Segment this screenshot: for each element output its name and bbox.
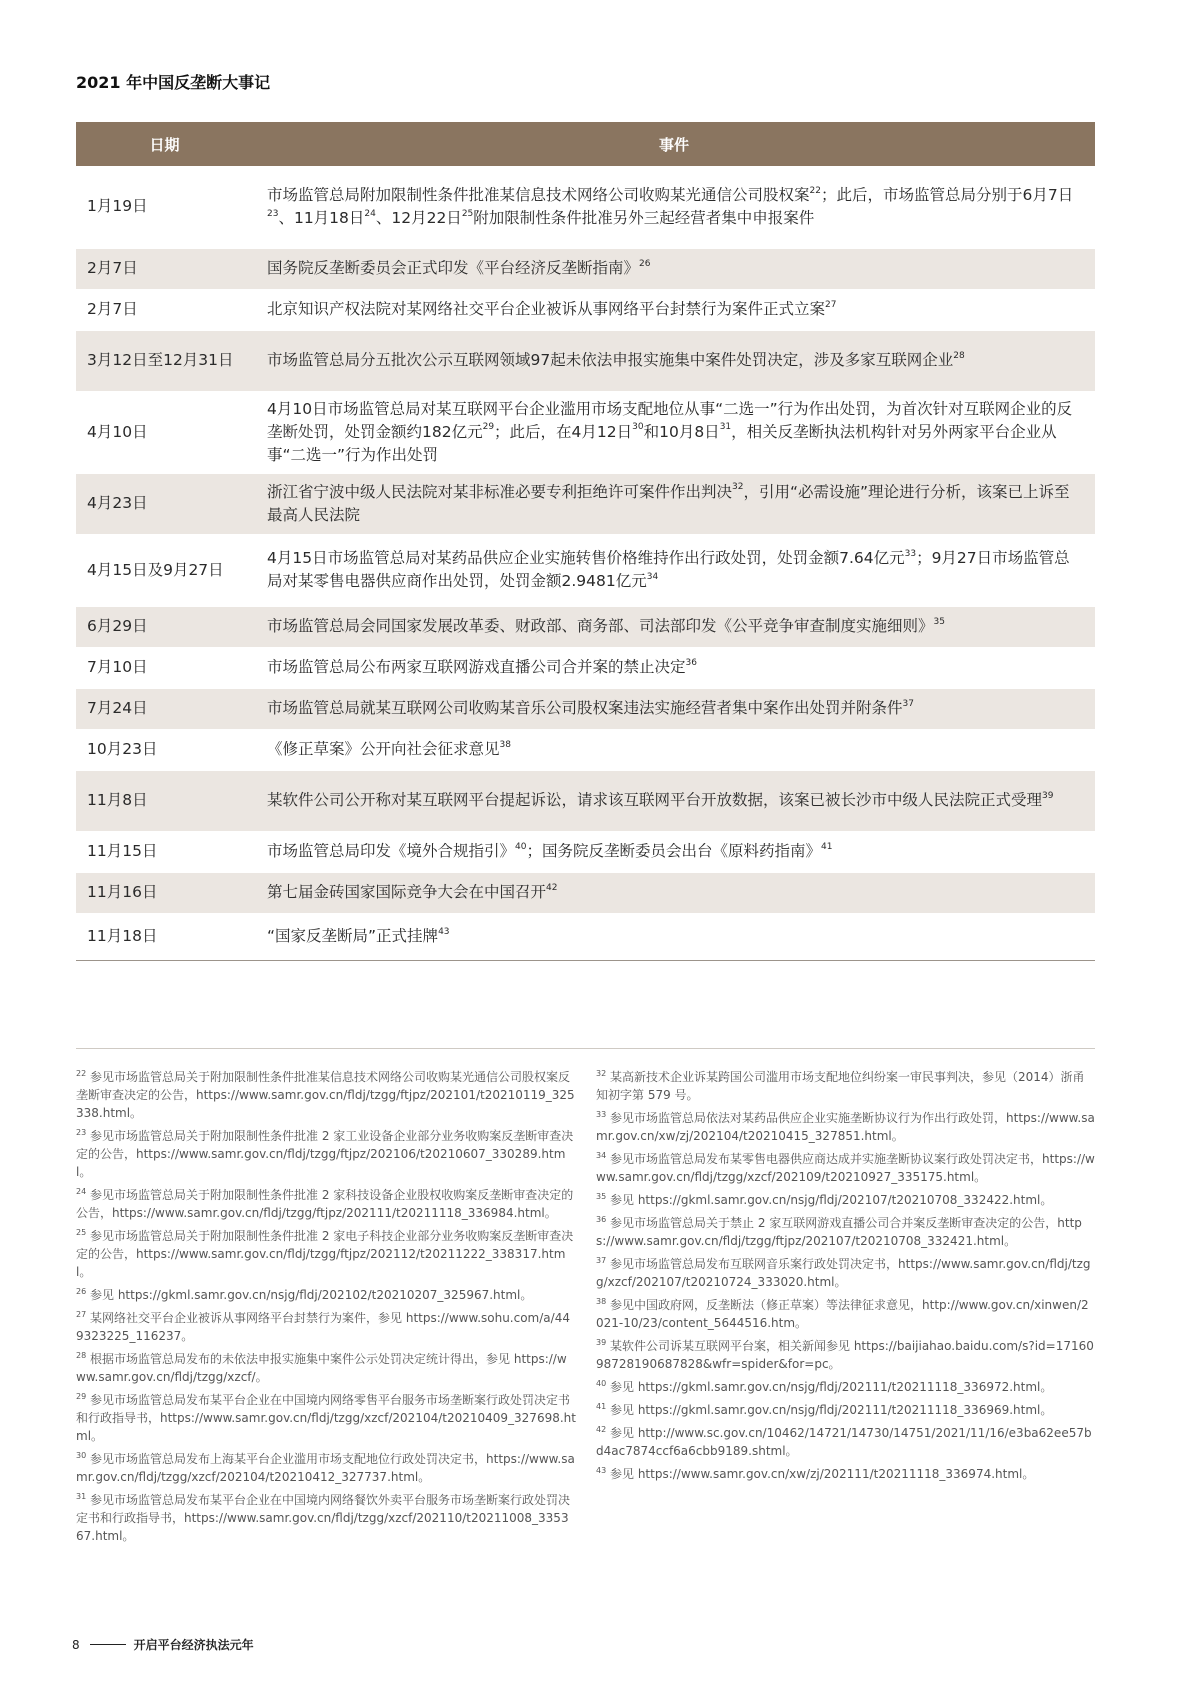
header-event: 事件 (253, 122, 1095, 166)
footnote-text: 参见 https://gkml.samr.gov.cn/nsjg/fldj/202102/t20210207_325967.html。 (90, 1288, 533, 1302)
footnote-text: 参见市场监管总局发布上海某平台企业滥用市场支配地位行政处罚决定书，https://www.samr.gov.cn/fldj/tzgg/xzcf/202104/t20210412_327737.html。 (76, 1452, 575, 1484)
event-date: 7月24日 (76, 688, 253, 729)
page-title: 2021 年中国反垄断大事记 (76, 73, 271, 92)
footnote-text: 参见 https://gkml.samr.gov.cn/nsjg/fldj/202107/t20210708_332422.html。 (610, 1193, 1053, 1207)
footnote-text: 某网络社交平台企业被诉从事网络平台封禁行为案件，参见 https://www.sohu.com/a/449323225_116237。 (76, 1311, 570, 1343)
event-text: 市场监管总局公布两家互联网游戏直播公司合并案的禁止决定 (267, 658, 686, 676)
event-text: 市场监管总局就某互联网公司收购某音乐公司股权案违法实施经营者集中案作出处罚并附条件 (267, 699, 903, 717)
footnote-text: 参见市场监管总局依法对某药品供应企业实施垄断协议行为作出行政处罚，https://www.samr.gov.cn/xw/zj/202104/t20210415_327851.html。 (596, 1111, 1095, 1143)
footnote (596, 1401, 1096, 1419)
event-description (253, 770, 1095, 831)
footnote (76, 1127, 576, 1181)
table-row (76, 831, 1095, 872)
footnote-text: 参见市场监管总局关于附加限制性条件批准 2 家电子科技企业部分业务收购案反垄断审查决定的公告，https://www.samr.gov.cn/fldj/tzgg/ftjpz/202112/t20211222_338317.html。 (76, 1229, 574, 1279)
event-text: 市场监管总局会同国家发展改革委、财政部、商务部、司法部印发《公平竞争审查制度实施细则》 (267, 617, 934, 635)
footnote (596, 1296, 1096, 1332)
event-text: ；国务院反垄断委员会出台《原料药指南》 (526, 842, 821, 860)
event-date: 4月15日及9月27日 (76, 534, 253, 606)
footnote (596, 1214, 1096, 1250)
footnote-number: 37 (596, 1256, 607, 1265)
footnote (76, 1186, 576, 1222)
footnote-ref: 31 (719, 422, 732, 433)
event-text: 某软件公司公开称对某互联网平台提起诉讼，请求该互联网平台开放数据，该案已被长沙市中级人民法院正式受理 (267, 791, 1043, 809)
footnote-ref: 28 (953, 350, 965, 361)
footnote-ref: 40 (515, 841, 527, 852)
event-text: 北京知识产权法院对某网络社交平台企业被诉从事网络平台封禁行为案件正式立案 (267, 300, 826, 318)
footnote-number: 35 (596, 1192, 607, 1201)
footnote (76, 1350, 576, 1386)
footnote-ref: 27 (825, 299, 837, 310)
event-description (253, 166, 1095, 248)
page-number: 8 (72, 1637, 80, 1652)
footnote-ref: 41 (820, 841, 833, 852)
footnote-ref: 23 (267, 208, 279, 219)
footnote (596, 1150, 1096, 1186)
footnote-text: 参见中国政府网，反垄断法（修正草案）等法律征求意见，http://www.gov.cn/xinwen/2021-10/23/content_5644516.htm。 (596, 1298, 1089, 1330)
footnote (596, 1424, 1096, 1460)
footnote (596, 1465, 1096, 1483)
table-row (76, 391, 1095, 473)
event-text: 、11月18日 (278, 208, 365, 227)
footnote-ref: 38 (499, 739, 511, 750)
event-date: 10月23日 (76, 729, 253, 770)
footnote-text: 参见市场监管总局关于附加限制性条件批准某信息技术网络公司收购某光通信公司股权案反垄断审查决定的公告，https://www.samr.gov.cn/fldj/tzgg/ftjpz/202101/t20210119_325338.html。 (76, 1070, 575, 1120)
footnote-text: 某高新技术企业诉某跨国公司滥用市场支配地位纠纷案一审民事判决，参见（2014）浙甬知初字第 579 号。 (596, 1070, 1085, 1102)
table-row (76, 289, 1095, 330)
footnote-number: 24 (76, 1187, 87, 1196)
footnote-text: 某软件公司诉某互联网平台案，相关新闻参见 https://baijiahao.baidu.com/s?id=1716098728190687828&wfr=spider&for=pc。 (596, 1339, 1094, 1371)
event-text: “国家反垄断局”正式挂牌 (267, 927, 439, 945)
event-text: ；此后，市场监管总局分别于6月7日 (820, 185, 1074, 204)
event-date: 11月15日 (76, 831, 253, 872)
footnote (76, 1450, 576, 1486)
footnote-ref: 35 (933, 616, 945, 627)
footnote-number: 29 (76, 1392, 87, 1401)
footnote-number: 26 (76, 1287, 87, 1296)
table-row (76, 166, 1095, 248)
footnote-ref: 25 (461, 208, 474, 219)
footnote (596, 1378, 1096, 1396)
event-text: 国务院反垄断委员会正式印发《平台经济反垄断指南》 (267, 259, 640, 277)
event-text: 和10月8日 (643, 422, 720, 441)
event-description (253, 391, 1095, 473)
footer-text: 开启平台经济执法元年 (133, 1638, 254, 1652)
table-row (76, 473, 1095, 534)
event-text: 市场监管总局印发《境外合规指引》 (267, 842, 516, 860)
footnote-text: 参见 https://gkml.samr.gov.cn/nsjg/fldj/202111/t20211118_336969.html。 (610, 1403, 1053, 1417)
footnote-ref: 33 (904, 548, 917, 559)
footnote-number: 38 (596, 1297, 607, 1306)
table-row (76, 770, 1095, 831)
footnote (76, 1309, 576, 1345)
footnote (596, 1191, 1096, 1209)
event-text: 市场监管总局分五批次公示互联网领域97起未依法申报实施集中案件处罚决定，涉及多家互联网企业 (267, 351, 954, 369)
footnote-number: 39 (596, 1338, 607, 1347)
footnote-number: 27 (76, 1310, 87, 1319)
event-date: 3月12日至12月31日 (76, 330, 253, 391)
event-date: 11月18日 (76, 913, 253, 960)
event-text: 市场监管总局附加限制性条件批准某信息技术网络公司收购某光通信公司股权案 (267, 185, 810, 204)
footnote-text: 参见 https://gkml.samr.gov.cn/nsjg/fldj/202111/t20211118_336972.html。 (610, 1380, 1053, 1394)
footnote-text: 参见市场监管总局关于附加限制性条件批准 2 家科技设备企业股权收购案反垄断审查决定的公告，https://www.samr.gov.cn/fldj/tzgg/ftjpz/202111/t20211118_336984.html。 (76, 1188, 574, 1220)
footnote-text: 参见市场监管总局发布某零售电器供应商达成并实施垄断协议案行政处罚决定书，https://www.samr.gov.cn/fldj/tzgg/xzcf/202109/t20210927_335175.html。 (596, 1152, 1095, 1184)
footnote-number: 43 (596, 1466, 607, 1475)
event-text: 《修正草案》公开向社会征求意见 (267, 740, 500, 758)
table-body (76, 166, 1095, 960)
footnote (76, 1286, 576, 1304)
footnote-ref: 22 (809, 185, 821, 196)
event-text: 4月10日市场监管总局对某互联网平台企业滥用市场支配地位从事“二选一”行为作出处罚，为首次针对互联网企业的反垄断处罚，处罚金额约182亿元 (267, 399, 1073, 441)
event-date: 1月19日 (76, 166, 253, 248)
footnote (76, 1391, 576, 1445)
footnote-number: 40 (596, 1379, 607, 1388)
footnote (76, 1491, 576, 1545)
footnote-number: 28 (76, 1351, 87, 1360)
footnote-number: 41 (596, 1402, 607, 1411)
table-row (76, 606, 1095, 647)
footnote-ref: 30 (632, 422, 644, 433)
footnotes-right-column (596, 1068, 1096, 1488)
event-text: 浙江省宁波中级人民法院对某非标准必要专利拒绝许可案件作出判决 (267, 482, 733, 501)
footnote (76, 1227, 576, 1281)
event-date: 7月10日 (76, 647, 253, 688)
footnote-ref: 26 (639, 258, 651, 269)
footnote-number: 32 (596, 1069, 607, 1078)
table-row (76, 688, 1095, 729)
event-description (253, 289, 1095, 330)
footnote-ref: 34 (646, 571, 659, 582)
event-description (253, 534, 1095, 606)
event-description (253, 647, 1095, 688)
footnote-ref: 24 (364, 208, 376, 219)
event-text: 、12月22日 (375, 208, 462, 227)
event-date: 2月7日 (76, 289, 253, 330)
footnote-ref: 32 (732, 482, 744, 493)
page-footer (72, 1636, 254, 1653)
event-text: ；此后，在4月12日 (494, 422, 633, 441)
header-date: 日期 (76, 122, 253, 166)
event-description (253, 473, 1095, 534)
footnote (596, 1109, 1096, 1145)
footnote-number: 30 (76, 1451, 87, 1460)
footnote-ref: 37 (902, 698, 914, 709)
footnote-number: 23 (76, 1128, 87, 1137)
footnote (596, 1337, 1096, 1373)
footnote-ref: 43 (438, 926, 450, 937)
event-text: ，相关反垄断执法机构针对另外两家平台企业从事“二选一”行为作出处罚 (267, 422, 1057, 464)
footnote-number: 25 (76, 1228, 87, 1237)
table-header-row (76, 122, 1095, 166)
footnote-text: 根据市场监管总局发布的未依法申报实施集中案件公示处罚决定统计得出，参见 https://www.samr.gov.cn/fldj/tzgg/xzcf/。 (76, 1352, 567, 1384)
footnote-text: 参见 https://www.samr.gov.cn/xw/zj/202111/t20211118_336974.html。 (610, 1467, 1035, 1481)
footnote (596, 1255, 1096, 1291)
event-text: 第七届金砖国家国际竞争大会在中国召开 (267, 883, 547, 901)
footnote (76, 1068, 576, 1122)
table-row (76, 729, 1095, 770)
event-date: 11月8日 (76, 770, 253, 831)
events-table-container (76, 122, 1095, 961)
footnote-number: 33 (596, 1110, 607, 1119)
footnote-text: 参见市场监管总局发布某平台企业在中国境内网络零售平台服务市场垄断案行政处罚决定书和行政指导书，https://www.samr.gov.cn/fldj/tzgg/xzcf/202104/t20210409_327698.html。 (76, 1393, 576, 1443)
footnote-text: 参见 http://www.sc.gov.cn/10462/14721/14730/14751/2021/11/16/e3ba62ee57bd4ac7874ccf6a6cbb9189.shtml。 (596, 1426, 1092, 1458)
event-text: 附加限制性条件批准另外三起经营者集中申报案件 (473, 208, 815, 227)
event-description (253, 729, 1095, 770)
event-text: 4月15日市场监管总局对某药品供应企业实施转售价格维持作出行政处罚，处罚金额7.64亿元 (267, 549, 905, 567)
event-date: 2月7日 (76, 248, 253, 289)
footnote-ref: 29 (482, 422, 495, 433)
footnote-text: 参见市场监管总局关于附加限制性条件批准 2 家工业设备企业部分业务收购案反垄断审查决定的公告，https://www.samr.gov.cn/fldj/tzgg/ftjpz/202106/t20210607_330289.html。 (76, 1129, 574, 1179)
footnote-ref: 42 (546, 882, 558, 893)
table-row (76, 872, 1095, 913)
event-description (253, 831, 1095, 872)
footnote-number: 31 (76, 1492, 87, 1501)
footnote-ref: 39 (1042, 790, 1054, 801)
footer-dash (90, 1644, 126, 1645)
event-description (253, 688, 1095, 729)
footnote-ref: 36 (685, 657, 697, 668)
footnote-text: 参见市场监管总局关于禁止 2 家互联网游戏直播公司合并案反垄断审查决定的公告，https://www.samr.gov.cn/fldj/tzgg/ftjpz/202107/t20210708_332421.html。 (596, 1216, 1082, 1248)
table-row (76, 647, 1095, 688)
table-row (76, 913, 1095, 960)
table-row (76, 534, 1095, 606)
event-date: 11月16日 (76, 872, 253, 913)
footnote-text: 参见市场监管总局发布某平台企业在中国境内网络餐饮外卖平台服务市场垄断案行政处罚决定书和行政指导书，https://www.samr.gov.cn/fldj/tzgg/xzcf/202110/t20211008_335367.html。 (76, 1493, 571, 1543)
footnote-text: 参见市场监管总局发布互联网音乐案行政处罚决定书，https://www.samr.gov.cn/fldj/tzgg/xzcf/202107/t20210724_333020.html。 (596, 1257, 1091, 1289)
footnote-number: 34 (596, 1151, 607, 1160)
event-text: ；9月27日市场监管总局对某零售电器供应商作出处罚，处罚金额2.9481亿元 (267, 549, 1070, 590)
events-table (76, 122, 1095, 961)
table-row (76, 330, 1095, 391)
event-description (253, 913, 1095, 960)
footnote-number: 36 (596, 1215, 607, 1224)
footnote-separator (76, 1048, 1095, 1049)
event-description (253, 248, 1095, 289)
event-date: 6月29日 (76, 606, 253, 647)
footnote (596, 1068, 1096, 1104)
footnotes-left-column (76, 1068, 576, 1550)
event-date: 4月23日 (76, 473, 253, 534)
event-description (253, 606, 1095, 647)
footnote-number: 42 (596, 1425, 607, 1434)
footnote-number: 22 (76, 1069, 87, 1078)
event-text: ，引用“必需设施”理论进行分析，该案已上诉至最高人民法院 (267, 482, 1070, 524)
event-date: 4月10日 (76, 391, 253, 473)
event-description (253, 330, 1095, 391)
table-row (76, 248, 1095, 289)
event-description (253, 872, 1095, 913)
